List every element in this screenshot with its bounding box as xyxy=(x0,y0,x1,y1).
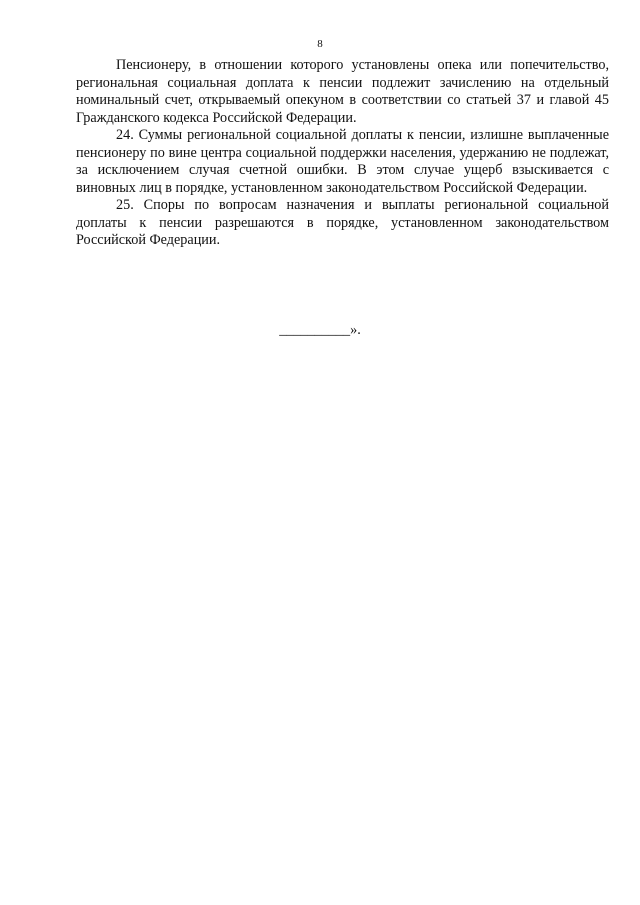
paragraph-24-overpayment: 24. Суммы региональной социальной доплаты к пенсии, излишне выплаченные пенсионеру по вине центра социальной поддержки населения, удержанию не подлежат, за исключением случая счетной ошибки. В этом случае ущерб взыскивается с виновных лиц в порядке, установленном законодательством Российской Федерации. xyxy=(76,127,609,196)
closing-mark: __________». xyxy=(279,322,361,338)
paragraph-guardianship: Пенсионеру, в отношении которого установлены опека или попечительство, региональная социальная доплата к пенсии подлежит зачислению на отдельный номинальный счет, открываемый опекуном в соответствии со статьей 37 и главой 45 Гражданского кодекса Российской Федерации. xyxy=(76,57,609,126)
paragraph-25-disputes: 25. Споры по вопросам назначения и выплаты региональной социальной доплаты к пенсии разрешаются в порядке, установленном законодательством Российской Федерации. xyxy=(76,197,609,248)
document-body xyxy=(76,57,609,250)
page-number: 8 xyxy=(317,38,323,50)
